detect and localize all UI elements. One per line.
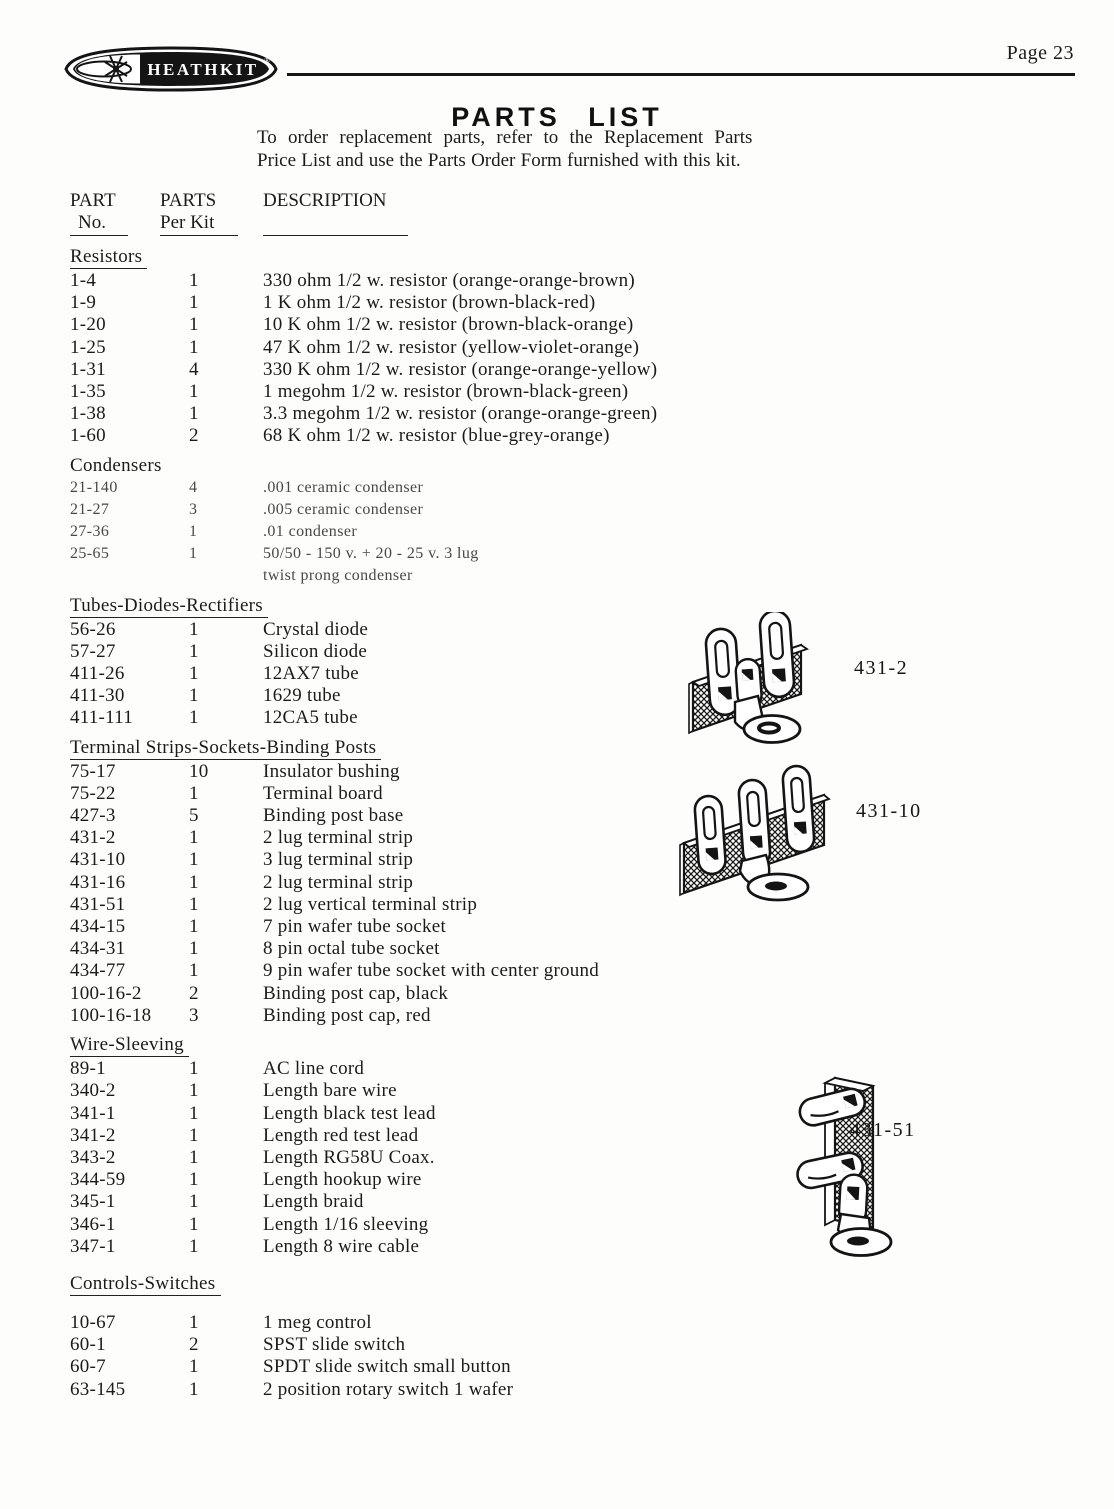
- table-row: [70, 983, 770, 1005]
- qty-cell: 1: [189, 314, 199, 336]
- qty-cell: 1: [189, 1080, 199, 1102]
- qty-cell: 1: [189, 403, 199, 425]
- section-heading: Controls-Switches: [70, 1273, 221, 1296]
- table-row: [70, 1236, 770, 1258]
- qty-cell: 2: [189, 982, 199, 1004]
- description-cell: Binding post cap, red: [263, 1004, 431, 1026]
- description-cell: 2 lug vertical terminal strip: [263, 893, 478, 915]
- table-row: [70, 872, 770, 894]
- section-heading: Wire-Sleeving: [70, 1034, 189, 1057]
- part-number-cell: 100-16-2: [70, 982, 142, 1004]
- table-row: [70, 783, 770, 805]
- qty-cell: 1: [189, 1124, 199, 1146]
- terminal-strip-illustration-431-2: [683, 612, 833, 772]
- table-row: [70, 425, 770, 447]
- parts-section: [70, 1273, 770, 1401]
- description-cell: .01 condenser: [263, 523, 358, 541]
- qty-cell: 3: [189, 1004, 199, 1026]
- description-cell: Length RG58U Coax.: [263, 1146, 435, 1168]
- figure-label: 431-10: [856, 800, 922, 822]
- description-cell: .001 ceramic condenser: [263, 478, 424, 496]
- description-cell: Length 1/16 sleeving: [263, 1213, 429, 1235]
- description-cell: 1 megohm 1/2 w. resistor (brown-black-green): [263, 381, 629, 403]
- table-row: [70, 707, 770, 729]
- parts-section: [70, 595, 770, 730]
- part-number-cell: 60-1: [70, 1334, 106, 1356]
- qty-cell: 5: [189, 805, 199, 827]
- logo-registered-mark: ®: [264, 56, 271, 65]
- qty-cell: 1: [189, 1169, 199, 1191]
- lug: [694, 795, 726, 875]
- part-number-cell: 427-3: [70, 805, 116, 827]
- table-row: [70, 543, 770, 565]
- parts-section: [70, 737, 770, 1027]
- description-cell: Terminal board: [263, 782, 383, 804]
- table-row: [70, 381, 770, 403]
- table-row: [70, 938, 770, 960]
- part-number-cell: 1-31: [70, 358, 106, 380]
- table-row: [70, 521, 770, 543]
- qty-cell: 1: [189, 1378, 199, 1400]
- table-row: [70, 960, 770, 982]
- qty-cell: 1: [189, 1356, 199, 1378]
- qty-cell: 3: [189, 500, 198, 518]
- section-rows: [70, 1058, 770, 1258]
- section-rows: [70, 270, 770, 448]
- description-cell: 12CA5 tube: [263, 707, 358, 729]
- section-heading: Resistors: [70, 246, 147, 269]
- part-number-cell: 340-2: [70, 1080, 116, 1102]
- qty-cell: 1: [189, 292, 199, 314]
- table-row: [70, 894, 770, 916]
- table-row: [70, 292, 770, 314]
- table-row: [70, 685, 770, 707]
- intro-paragraph: [257, 126, 905, 172]
- section-heading: Tubes-Diodes-Rectifiers: [70, 595, 268, 618]
- qty-cell: 1: [189, 1146, 199, 1168]
- table-row: [70, 477, 770, 499]
- description-cell: Length 8 wire cable: [263, 1235, 420, 1257]
- description-cell: Length red test lead: [263, 1124, 419, 1146]
- parts-section: [70, 455, 770, 588]
- description-cell: 47 K ohm 1/2 w. resistor (yellow-violet-orange): [263, 336, 640, 358]
- table-row: [70, 1214, 770, 1236]
- part-number-cell: 10-67: [70, 1311, 116, 1333]
- terminal-strip-illustration-431-10: [676, 763, 836, 913]
- description-cell: 2 position rotary switch 1 wafer: [263, 1378, 514, 1400]
- qty-cell: 1: [189, 782, 199, 804]
- part-number-cell: 411-26: [70, 663, 125, 685]
- part-number-cell: 75-17: [70, 760, 116, 782]
- qty-cell: 1: [189, 1311, 199, 1333]
- table-row: [70, 1080, 770, 1102]
- qty-cell: 1: [189, 381, 199, 403]
- part-number-cell: 341-2: [70, 1124, 116, 1146]
- part-number-cell: 1-35: [70, 381, 106, 403]
- part-number-cell: 1-25: [70, 336, 106, 358]
- description-cell: Crystal diode: [263, 618, 369, 640]
- part-number-cell: 27-36: [70, 523, 110, 541]
- qty-cell: 2: [189, 425, 199, 447]
- table-row: [70, 1125, 770, 1147]
- parts-section: [70, 246, 770, 448]
- part-number-cell: 341-1: [70, 1102, 116, 1124]
- column-header-description: DESCRIPTION: [263, 190, 770, 236]
- qty-cell: 1: [189, 545, 198, 563]
- heathkit-logo-graphic: [60, 44, 282, 94]
- description-cell: 1629 tube: [263, 685, 341, 707]
- qty-cell: 4: [189, 358, 199, 380]
- table-row: [70, 314, 770, 336]
- qty-cell: 1: [189, 871, 199, 893]
- part-number-cell: 1-4: [70, 270, 97, 291]
- section-heading: Terminal Strips-Sockets-Binding Posts: [70, 737, 381, 760]
- qty-cell: 1: [189, 938, 199, 960]
- table-row: [70, 565, 770, 587]
- part-number-cell: 1-38: [70, 403, 106, 425]
- description-cell: 8 pin octal tube socket: [263, 938, 440, 960]
- part-number-cell: 431-2: [70, 827, 116, 849]
- heathkit-logo: [60, 44, 282, 94]
- table-row: [70, 849, 770, 871]
- part-number-cell: 56-26: [70, 618, 116, 640]
- table-row: [70, 499, 770, 521]
- description-cell: SPST slide switch: [263, 1334, 406, 1356]
- section-rows: [70, 1312, 770, 1401]
- description-cell: Length braid: [263, 1191, 364, 1213]
- page-title: PARTS LIST: [451, 102, 663, 133]
- description-cell: 3.3 megohm 1/2 w. resistor (orange-orange-green): [263, 403, 658, 425]
- description-cell: 2 lug terminal strip: [263, 827, 414, 849]
- description-cell: Length hookup wire: [263, 1169, 422, 1191]
- qty-cell: 1: [189, 640, 199, 662]
- part-number-cell: 344-59: [70, 1169, 126, 1191]
- intro-line: Price List and use the Parts Order Form furnished with this kit.: [257, 150, 741, 171]
- part-number-cell: 411-111: [70, 707, 133, 729]
- table-row: [70, 1005, 770, 1027]
- table-row: [70, 641, 770, 663]
- parts-table: [70, 190, 770, 1401]
- part-number-cell: 1-20: [70, 314, 106, 336]
- table-row: [70, 270, 770, 292]
- qty-cell: 1: [189, 1102, 199, 1124]
- part-number-cell: 346-1: [70, 1213, 116, 1235]
- part-number-cell: 1-9: [70, 292, 97, 314]
- header-rule: [287, 73, 1075, 76]
- header-underline: [263, 235, 408, 236]
- table-row: [70, 827, 770, 849]
- table-row: [70, 1058, 770, 1080]
- table-row: [70, 663, 770, 685]
- section-heading: Condensers: [70, 454, 162, 476]
- part-number-cell: 411-30: [70, 685, 125, 707]
- lug: [759, 612, 795, 698]
- description-cell: twist prong condenser: [263, 567, 413, 585]
- description-cell: .005 ceramic condenser: [263, 500, 424, 518]
- description-cell: 3 lug terminal strip: [263, 849, 414, 871]
- qty-cell: 1: [189, 893, 199, 915]
- section-rows: [70, 477, 770, 588]
- intro-line: To order replacement parts, refer to the Replacement Parts: [257, 127, 753, 148]
- terminal-strip-illustration-431-51: [795, 1066, 910, 1266]
- section-rows: [70, 761, 770, 1027]
- part-number-cell: 434-15: [70, 916, 126, 938]
- qty-cell: 1: [189, 663, 199, 685]
- table-header: [70, 190, 770, 236]
- description-cell: Silicon diode: [263, 640, 368, 662]
- lug: [782, 765, 815, 853]
- qty-cell: 1: [189, 1213, 199, 1235]
- parts-sections: [70, 246, 770, 1401]
- section-rows: [70, 619, 770, 730]
- figure-label: 431-2: [854, 657, 909, 679]
- qty-cell: 1: [189, 1058, 199, 1080]
- qty-cell: 1: [189, 1191, 199, 1213]
- table-row: [70, 619, 770, 641]
- description-cell: 12AX7 tube: [263, 663, 359, 685]
- qty-cell: 1: [189, 849, 199, 871]
- description-cell: 330 K ohm 1/2 w. resistor (orange-orange-yellow): [263, 358, 658, 380]
- figure-label: 431-51: [850, 1119, 916, 1141]
- description-cell: 50/50 - 150 v. + 20 - 25 v. 3 lug: [263, 545, 479, 563]
- description-cell: Length bare wire: [263, 1080, 397, 1102]
- part-number-cell: 347-1: [70, 1235, 116, 1257]
- part-number-cell: 434-77: [70, 960, 126, 982]
- description-cell: Length black test lead: [263, 1102, 436, 1124]
- column-header-part: PART No.: [70, 190, 160, 236]
- part-number-cell: 60-7: [70, 1356, 106, 1378]
- part-number-cell: 434-31: [70, 938, 126, 960]
- qty-cell: 1: [189, 270, 199, 291]
- description-cell: 1 meg control: [263, 1311, 372, 1333]
- part-number-cell: 63-145: [70, 1378, 126, 1400]
- table-row: [70, 1334, 770, 1356]
- table-row: [70, 403, 770, 425]
- description-cell: AC line cord: [263, 1058, 365, 1080]
- table-row: [70, 359, 770, 381]
- qty-cell: 1: [189, 618, 199, 640]
- page-number: Page 23: [1006, 42, 1074, 64]
- column-header-qty: PARTS Per Kit: [160, 190, 263, 236]
- logo-text: HEATHKIT: [147, 60, 259, 79]
- part-number-cell: 431-16: [70, 871, 126, 893]
- description-cell: 2 lug terminal strip: [263, 871, 414, 893]
- qty-cell: 1: [189, 523, 198, 541]
- qty-cell: 2: [189, 1334, 199, 1356]
- description-cell: Binding post base: [263, 805, 404, 827]
- table-row: [70, 1356, 770, 1378]
- table-row: [70, 761, 770, 783]
- table-row: [70, 1191, 770, 1213]
- table-row: [70, 1103, 770, 1125]
- part-number-cell: 345-1: [70, 1191, 116, 1213]
- description-cell: Binding post cap, black: [263, 982, 449, 1004]
- part-number-cell: 1-60: [70, 425, 106, 447]
- qty-cell: 4: [189, 478, 198, 496]
- description-cell: 330 ohm 1/2 w. resistor (orange-orange-brown): [263, 270, 635, 291]
- header-underline: [160, 235, 238, 236]
- table-row: [70, 916, 770, 938]
- part-number-cell: 21-27: [70, 500, 110, 518]
- qty-cell: 1: [189, 1235, 199, 1257]
- part-number-cell: 100-16-18: [70, 1004, 152, 1026]
- lug: [738, 779, 771, 867]
- qty-cell: 1: [189, 707, 199, 729]
- header-underline: [70, 235, 128, 236]
- description-cell: 9 pin wafer tube socket with center ground: [263, 960, 600, 982]
- description-cell: 1 K ohm 1/2 w. resistor (brown-black-red): [263, 292, 596, 314]
- description-cell: Insulator bushing: [263, 760, 400, 782]
- part-number-cell: 75-22: [70, 782, 116, 804]
- table-row: [70, 337, 770, 359]
- part-number-cell: [70, 565, 160, 587]
- description-cell: 68 K ohm 1/2 w. resistor (blue-grey-orange): [263, 425, 610, 447]
- table-row: [70, 1169, 770, 1191]
- qty-cell: 10: [189, 760, 209, 782]
- part-number-cell: 343-2: [70, 1146, 116, 1168]
- part-number-cell: 89-1: [70, 1058, 106, 1080]
- qty-cell: 1: [189, 336, 199, 358]
- part-number-cell: 21-140: [70, 478, 118, 496]
- qty-cell: 1: [189, 827, 199, 849]
- part-number-cell: 25-65: [70, 545, 110, 563]
- qty-cell: 1: [189, 685, 199, 707]
- table-row: [70, 1379, 770, 1401]
- qty-cell: [160, 565, 263, 587]
- table-row: [70, 1147, 770, 1169]
- parts-section: [70, 1034, 770, 1258]
- description-cell: 7 pin wafer tube socket: [263, 916, 447, 938]
- description-cell: 10 K ohm 1/2 w. resistor (brown-black-orange): [263, 314, 634, 336]
- table-row: [70, 805, 770, 827]
- part-number-cell: 431-10: [70, 849, 126, 871]
- description-cell: SPDT slide switch small button: [263, 1356, 511, 1378]
- qty-cell: 1: [189, 916, 199, 938]
- part-number-cell: 431-51: [70, 893, 126, 915]
- table-row: [70, 1312, 770, 1334]
- qty-cell: 1: [189, 960, 199, 982]
- part-number-cell: 57-27: [70, 640, 116, 662]
